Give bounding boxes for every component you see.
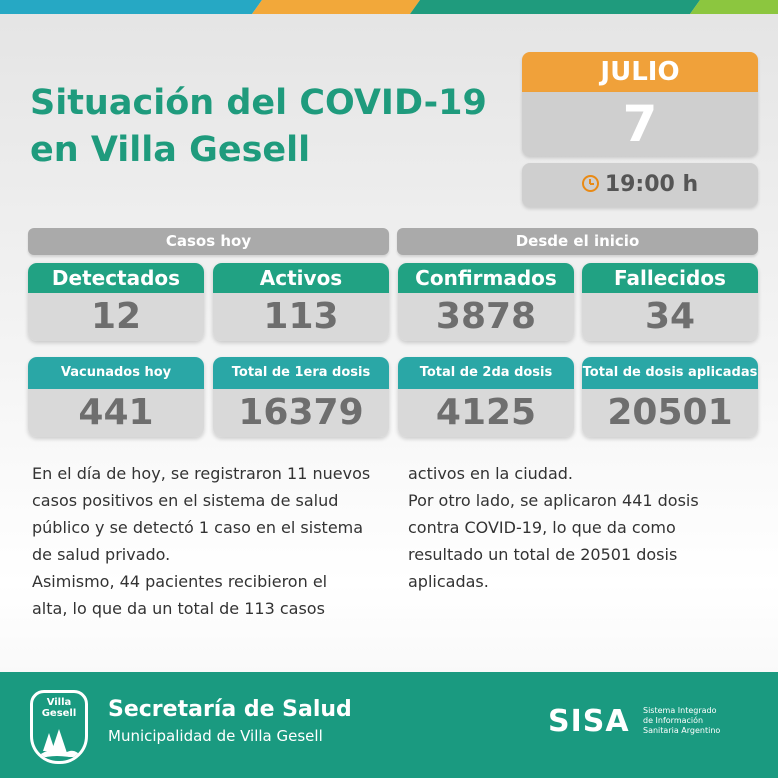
date-day: 7	[522, 92, 758, 156]
paragraph-line: casos positivos en el sistema de salud	[32, 491, 339, 510]
card-fallecidos	[582, 263, 758, 341]
card-label: Total de 1era dosis	[213, 357, 389, 389]
card-label: Detectados	[28, 263, 204, 293]
report-time-text: 19:00 h	[604, 172, 699, 197]
card-value: 4125	[398, 389, 574, 437]
card-total-2da-dosis	[398, 357, 574, 437]
card-value: 113	[213, 293, 389, 341]
paragraph-line: activos en la ciudad.	[408, 464, 573, 483]
card-label: Total de dosis aplicadas	[582, 357, 758, 389]
section-casos-hoy: Casos hoy	[28, 228, 389, 255]
paragraph-line: alta, lo que da un total de 113 casos	[32, 599, 325, 618]
page-title-line2: en Villa Gesell	[30, 130, 311, 170]
card-confirmados	[398, 263, 574, 341]
paragraph-line: Por otro lado, se aplicaron 441 dosis	[408, 491, 699, 510]
report-paragraph-left	[32, 460, 370, 622]
sisa-description	[643, 706, 720, 736]
card-value: 16379	[213, 389, 389, 437]
page-title-line1: Situación del COVID-19	[30, 83, 487, 123]
sisa-desc-line: Sistema Integrado	[643, 706, 717, 715]
clock-icon	[582, 175, 599, 192]
card-detectados	[28, 263, 204, 341]
card-vacunados-hoy	[28, 357, 204, 437]
sisa-logo: SISA	[548, 704, 630, 739]
paragraph-line: resultado un total de 20501 dosis	[408, 545, 678, 564]
card-label: Fallecidos	[582, 263, 758, 293]
card-activos	[213, 263, 389, 341]
card-label: Total de 2da dosis	[398, 357, 574, 389]
card-label: Confirmados	[398, 263, 574, 293]
paragraph-line: aplicadas.	[408, 572, 489, 591]
card-value: 441	[28, 389, 204, 437]
page-title	[30, 80, 487, 174]
card-label: Vacunados hoy	[28, 357, 204, 389]
date-month: JULIO	[522, 52, 758, 92]
card-value: 12	[28, 293, 204, 341]
sisa-desc-line: Sanitaria Argentino	[643, 726, 721, 735]
paragraph-line: de salud privado.	[32, 545, 171, 564]
card-total-1era-dosis	[213, 357, 389, 437]
org-subtitle: Municipalidad de Villa Gesell	[108, 727, 323, 745]
card-value: 20501	[582, 389, 758, 437]
pine-tree-icon	[35, 713, 83, 759]
villa-gesell-logo	[30, 690, 88, 764]
card-value: 3878	[398, 293, 574, 341]
org-title: Secretaría de Salud	[108, 697, 352, 722]
paragraph-line: contra COVID-19, lo que da como	[408, 518, 676, 537]
paragraph-line: Asimismo, 44 pacientes recibieron el	[32, 572, 328, 591]
card-value: 34	[582, 293, 758, 341]
paragraph-line: público y se detectó 1 caso en el sistema	[32, 518, 364, 537]
report-paragraph-right	[408, 460, 699, 595]
section-desde-inicio: Desde el inicio	[397, 228, 758, 255]
logo-text-villa: Villa	[46, 697, 72, 708]
report-time	[522, 163, 758, 207]
logo-text-gesell: Gesell	[41, 708, 77, 719]
card-label: Activos	[213, 263, 389, 293]
card-total-dosis-aplicadas	[582, 357, 758, 437]
sisa-desc-line: de Información	[643, 716, 704, 725]
top-stripe-decoration	[0, 0, 778, 14]
paragraph-line: En el día de hoy, se registraron 11 nuevos	[32, 464, 371, 483]
